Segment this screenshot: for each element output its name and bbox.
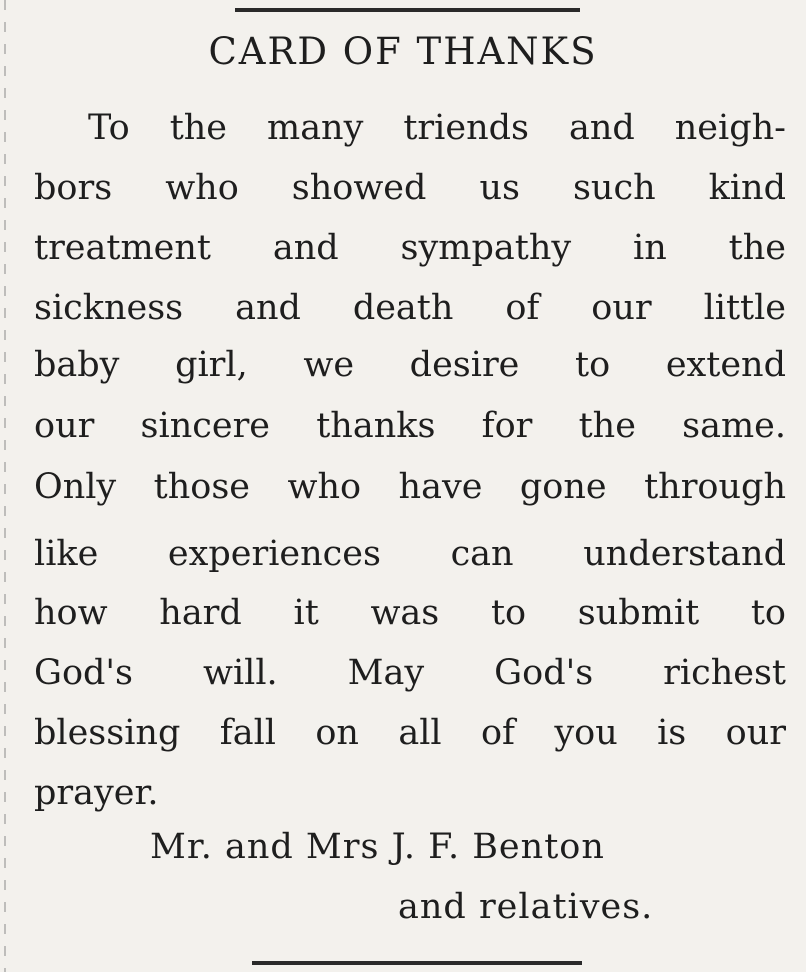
column-edge <box>4 0 6 972</box>
text-line: our sincere thanks for the same. <box>34 406 786 446</box>
text-line: baby girl, we desire to extend <box>34 345 786 385</box>
text-line: like experiences can understand <box>34 534 786 574</box>
signature-suffix: and relatives. <box>398 887 654 927</box>
text-line: God's will. May God's richest <box>34 653 786 693</box>
text-line: To the many triends and neigh- <box>88 108 786 148</box>
text-line: how hard it was to submit to <box>34 593 786 633</box>
text-line: prayer. <box>34 773 159 813</box>
text-line: sickness and death of our little <box>34 288 786 328</box>
text-line: bors who showed us such kind <box>34 168 786 208</box>
top-rule <box>235 8 580 12</box>
bottom-rule <box>252 961 582 965</box>
signature: Mr. and Mrs J. F. Benton <box>150 827 605 867</box>
text-line: treatment and sympathy in the <box>34 228 786 268</box>
notice-title: CARD OF THANKS <box>208 30 598 73</box>
text-line: Only those who have gone through <box>34 467 786 507</box>
text-line: blessing fall on all of you is our <box>34 713 786 753</box>
